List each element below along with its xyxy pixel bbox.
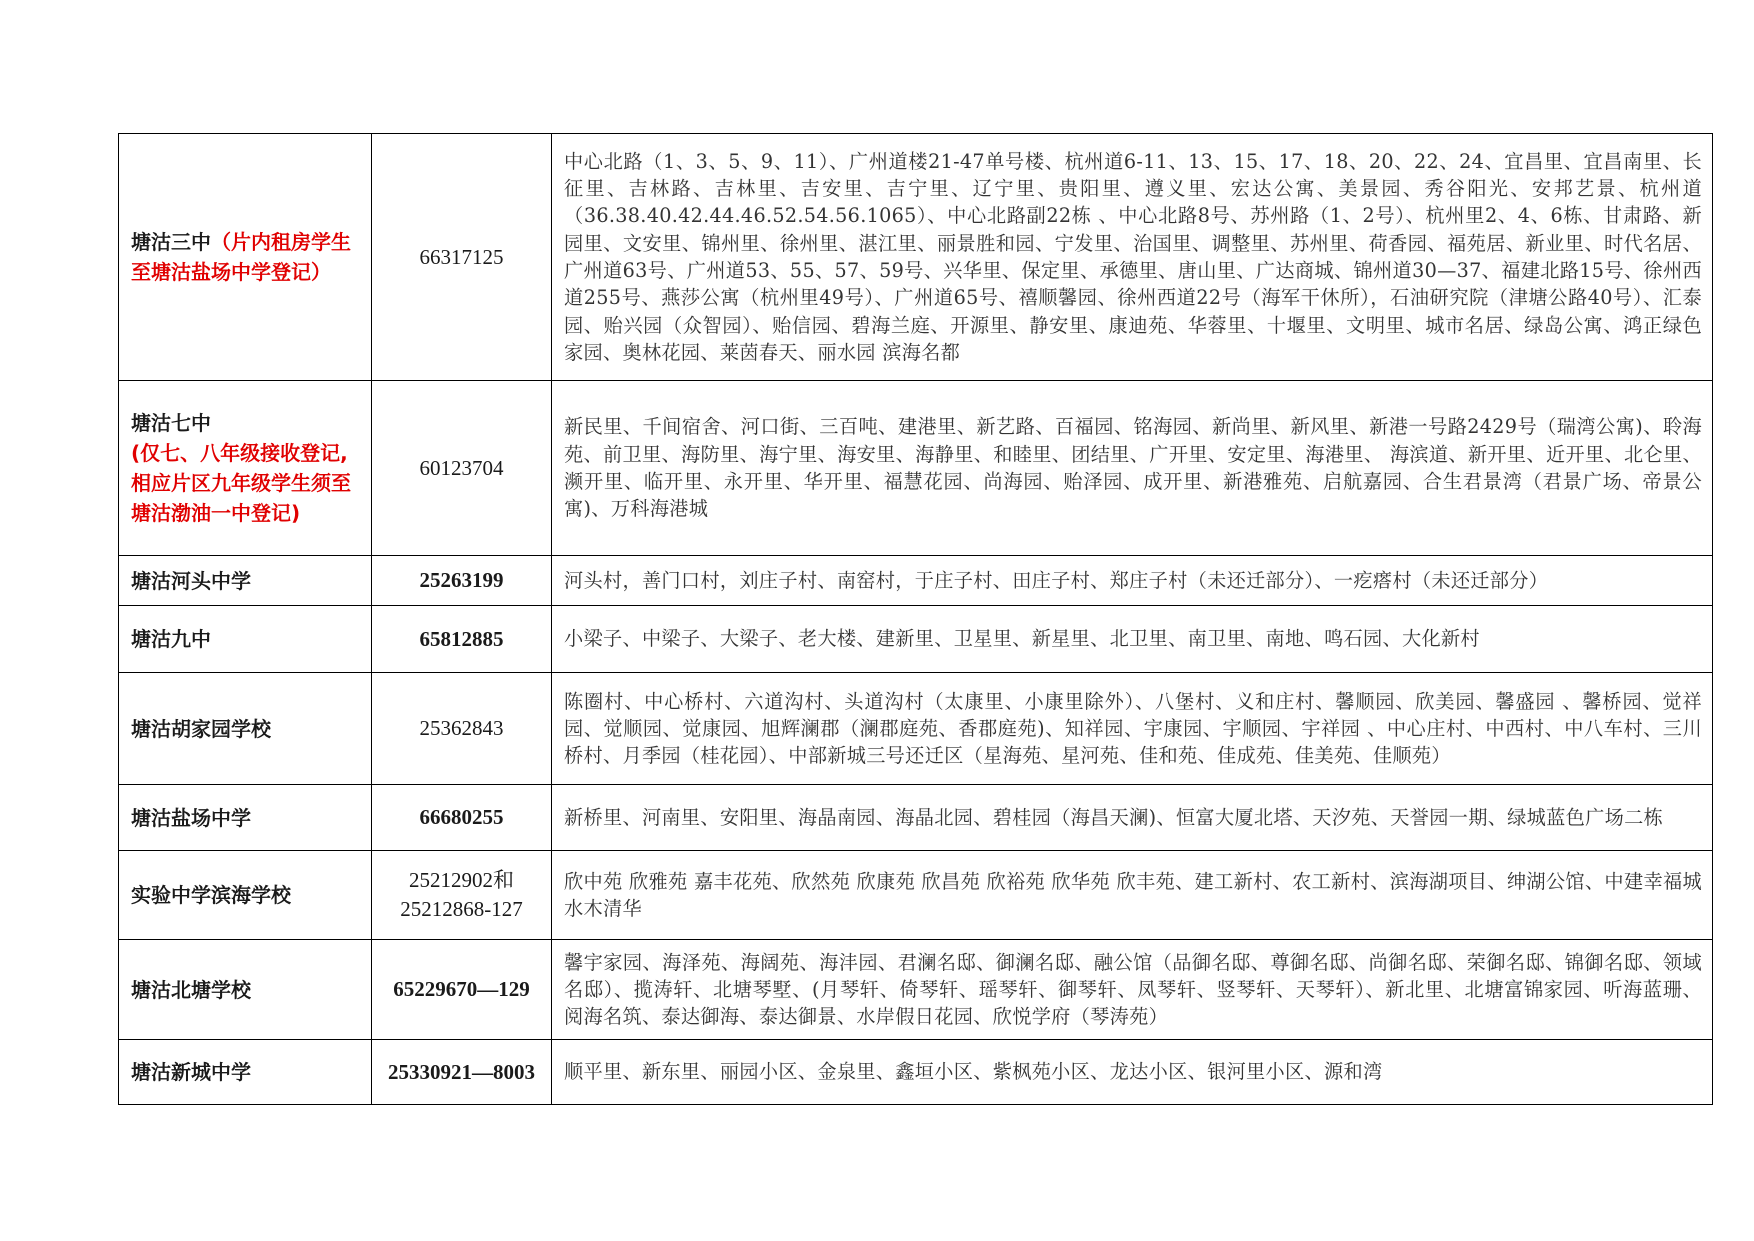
school-note: (仅七、八年级接收登记,相应片区九年级学生须至塘沽渤油一中登记) <box>131 441 351 525</box>
table-row <box>119 940 1713 1040</box>
school-name: 塘沽河头中学 <box>131 568 251 593</box>
areas-cell: 新桥里、河南里、安阳里、海晶南园、海晶北园、碧桂园（海昌天澜)、恒富大厦北塔、天汐苑、天誉园一期、绿城蓝色广场二栋 <box>552 785 1713 851</box>
table-row <box>119 673 1713 785</box>
school-name-cell <box>119 785 372 851</box>
school-name: 塘沽七中 <box>131 411 211 435</box>
phone-cell: 25212902和25212868-127 <box>372 851 552 940</box>
table-row <box>119 606 1713 673</box>
table-row <box>119 381 1713 556</box>
areas-cell: 河头村，善门口村，刘庄子村、南窑村，于庄子村、田庄子村、郑庄子村（未还迁部分）、一疙瘩村（未还迁部分） <box>552 556 1713 606</box>
table-row <box>119 134 1713 381</box>
school-name: 塘沽胡家园学校 <box>131 716 271 741</box>
school-name-cell <box>119 1040 372 1105</box>
areas-cell: 中心北路（1、3、5、9、11）、广州道楼21-47单号楼、杭州道6-11、13、15、17、18、20、22、24、宜昌里、宜昌南里、长征里、吉林路、吉林里、吉安里、吉宁里、辽宁里、贵阳里、遵义里、宏达公寓、美景园、秀谷阳光、安邦艺景、杭州道（36.38.40.42.44.46.52.54.56.1065）、中心北路副22栋 、中心北路8号、苏州路（1、2号）、杭州里2、4、6栋、甘肃路、新园里、文安里、锦州里、徐州里、湛江里、丽景胜和园、宁发里、治国里、调整里、苏州里、荷香园、福苑居、新业里、时代名居、广州道63号、广州道53、55、57、59号、兴华里、保定里、承德里、唐山里、广达商城、锦州道30—37、福建北路15号、徐州西道255号、燕莎公寓（杭州里49号）、广州道65号、禧顺馨园、徐州西道22号（海军干休所），石油研究院（津塘公路40号）、汇泰园、贻兴园（众智园）、贻信园、碧海兰庭、开源里、静安里、康迪苑、华蓉里、十堰里、文明里、城市名居、绿岛公寓、鸿正绿色家园、奥林花园、莱茵春天、丽水园 滨海名都 <box>552 134 1713 381</box>
phone-cell: 66680255 <box>372 785 552 851</box>
school-name: 塘沽盐场中学 <box>131 805 251 830</box>
school-name-cell <box>119 940 372 1040</box>
school-zone-table <box>118 133 1713 1105</box>
school-name-cell <box>119 556 372 606</box>
areas-cell: 欣中苑 欣雅苑 嘉丰花苑、欣然苑 欣康苑 欣昌苑 欣裕苑 欣华苑 欣丰苑、建工新村、农工新村、滨海湖项目、绅湖公馆、中建幸福城 水木清华 <box>552 851 1713 940</box>
phone-cell: 25362843 <box>372 673 552 785</box>
areas-cell: 新民里、千间宿舍、河口街、三百吨、建港里、新艺路、百福园、铭海园、新尚里、新风里、新港一号路2429号（瑞湾公寓)、聆海苑、前卫里、海防里、海宁里、海安里、海静里、和睦里、团结里、广开里、安定里、海港里、 海滨道、新开里、近开里、北仑里、濒开里、临开里、永开里、华开里、福慧花园、尚海园、贻泽园、成开里、新港雅苑、启航嘉园、合生君景湾（君景广场、帝景公寓)、万科海港城 <box>552 381 1713 556</box>
table-row <box>119 556 1713 606</box>
school-name-cell <box>119 673 372 785</box>
school-name-cell <box>119 134 372 381</box>
table-row <box>119 851 1713 940</box>
areas-cell: 馨宇家园、海泽苑、海阔苑、海沣园、君澜名邸、御澜名邸、融公馆（品御名邸、尊御名邸、尚御名邸、荣御名邸、锦御名邸、领域名邸）、揽涛轩、北塘琴墅、(月琴轩、倚琴轩、瑶琴轩、御琴轩、凤琴轩、竖琴轩、天琴轩）、新北里、北塘富锦家园、听海蓝珊、阅海名筑、泰达御海、泰达御景、水岸假日花园、欣悦学府（琴涛苑） <box>552 940 1713 1040</box>
table-row <box>119 785 1713 851</box>
phone-cell: 65812885 <box>372 606 552 673</box>
table-row <box>119 1040 1713 1105</box>
school-name-cell <box>119 381 372 556</box>
school-name: 塘沽九中 <box>131 627 211 651</box>
school-name: 实验中学滨海学校 <box>131 883 291 907</box>
phone-cell: 66317125 <box>372 134 552 381</box>
school-name-cell <box>119 606 372 673</box>
phone-cell: 25330921—8003 <box>372 1040 552 1105</box>
phone-cell: 60123704 <box>372 381 552 556</box>
school-name-cell <box>119 851 372 940</box>
school-note: （片内租房学生至塘沽盐场中学登记） <box>131 230 351 284</box>
school-name: 塘沽北塘学校 <box>131 977 251 1002</box>
phone-cell: 25263199 <box>372 556 552 606</box>
areas-cell: 顺平里、新东里、丽园小区、金泉里、鑫垣小区、紫枫苑小区、龙达小区、银河里小区、源和湾 <box>552 1040 1713 1105</box>
areas-cell: 小梁子、中梁子、大梁子、老大楼、建新里、卫星里、新星里、北卫里、南卫里、南地、鸣石园、大化新村 <box>552 606 1713 673</box>
school-name: 塘沽三中 <box>131 230 211 254</box>
school-name: 塘沽新城中学 <box>131 1060 251 1084</box>
areas-cell: 陈圈村、中心桥村、六道沟村、头道沟村（太康里、小康里除外）、八堡村、义和庄村、馨顺园、欣美园、馨盛园 、馨桥园、觉祥园、觉顺园、觉康园、旭辉澜郡（澜郡庭苑、香郡庭苑)、知祥园、宇康园、宇顺园、宇祥园 、中心庄村、中西村、中八车村、三川桥村、月季园（桂花园）、中部新城三号还迁区（星海苑、星河苑、佳和苑、佳成苑、佳美苑、佳顺苑） <box>552 673 1713 785</box>
phone-cell: 65229670—129 <box>372 940 552 1040</box>
